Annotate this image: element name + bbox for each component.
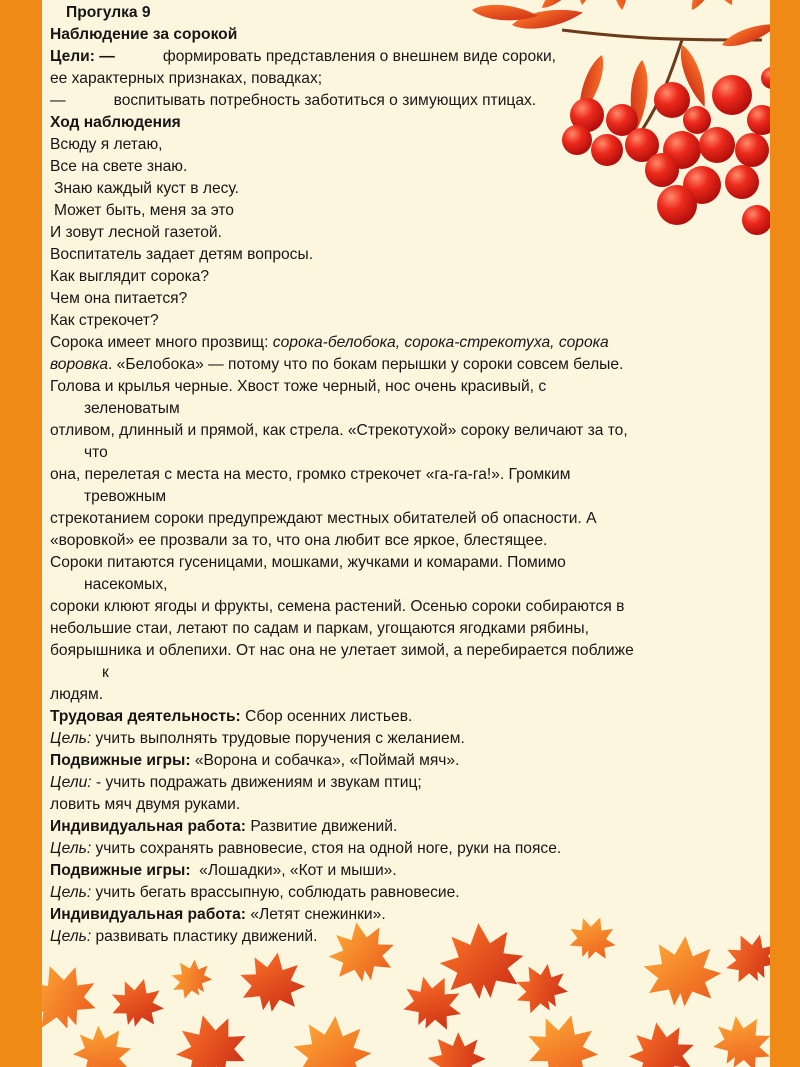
text-line: Сороки питаются гусеницами, мошками, жучками и комарами. Помимо — [50, 554, 566, 571]
walk-title: Прогулка 9 — [66, 4, 151, 21]
outdoor-games-1-goal: Цели: - учить подражать движениям и звукам птиц; — [50, 774, 422, 791]
poem-line: Всюду я летаю, — [50, 136, 163, 153]
poem-line: Может быть, меня за это — [54, 202, 234, 219]
course-heading: Ход наблюдения — [50, 114, 181, 131]
poem-line: Все на свете знаю. — [50, 158, 188, 175]
poem-line: Знаю каждый куст в лесу. — [54, 180, 239, 197]
individual-work-1: Индивидуальная работа: Развитие движений. — [50, 818, 398, 835]
text-line-continuation: тревожным — [84, 488, 167, 505]
right-orange-border — [770, 0, 800, 1067]
question: Чем она питается? — [50, 290, 188, 307]
observation-title: Наблюдение за сорокой — [50, 26, 238, 43]
text-line: стрекотанием сороки предупреждают местных обитателей об опасности. А — [50, 510, 597, 527]
goals-line-1: Цели: — формировать представления о внешнем виде сороки, — [50, 48, 557, 65]
individual-work-1-goal: Цель: учить сохранять равновесие, стоя на одной ноге, руки на поясе. — [50, 840, 562, 857]
question: Как выглядит сорока? — [50, 268, 210, 285]
nicknames-line-1: Сорока имеет много прозвищ: сорока-белобока, сорока-стрекотуха, сорока — [50, 334, 609, 351]
individual-work-2-goal: Цель: развивать пластику движений. — [50, 928, 318, 945]
outdoor-games-1-goal-2: ловить мяч двумя руками. — [50, 796, 241, 813]
text-line: небольшие стаи, летают по садам и паркам, угощаются ягодками рябины, — [50, 620, 589, 637]
document-page — [42, 0, 770, 1067]
text-line: сороки клюют ягоды и фрукты, семена растений. Осенью сороки собираются в — [50, 598, 625, 615]
goals-line-2: ее характерных признаках, повадках; — [50, 70, 323, 87]
individual-work-2: Индивидуальная работа: «Летят снежинки». — [50, 906, 386, 923]
text-line: Голова и крылья черные. Хвост тоже черный, нос очень красивый, с — [50, 378, 547, 395]
poem-line: И зовут лесной газетой. — [50, 224, 222, 241]
questions-intro: Воспитатель задает детям вопросы. — [50, 246, 314, 263]
goals-line-3: — воспитывать потребность заботиться о зимующих птицах. — [50, 92, 537, 109]
text-line: она, перелетая с места на место, громко стрекочет «га-га-га!». Громким — [50, 466, 571, 483]
document-text — [50, 2, 762, 948]
outdoor-games-1: Подвижные игры: «Ворона и собачка», «Поймай мяч». — [50, 752, 460, 769]
text-line: отливом, длинный и прямой, как стрела. «Стрекотухой» сороку величают за то, — [50, 422, 628, 439]
text-line: людям. — [50, 686, 104, 703]
text-line-continuation: к — [102, 664, 109, 681]
nicknames-line-2: воровка. «Белобока» — потому что по бокам перышки у сороки совсем белые. — [50, 356, 624, 373]
outdoor-games-2-goal: Цель: учить бегать врассыпную, соблюдать равновесие. — [50, 884, 460, 901]
text-line: «воровкой» ее прозвали за то, что она любит все яркое, блестящее. — [50, 532, 548, 549]
question: Как стрекочет? — [50, 312, 159, 329]
labor-goal: Цель: учить выполнять трудовые поручения с желанием. — [50, 730, 465, 747]
text-line-continuation: что — [84, 444, 108, 461]
labor-activity: Трудовая деятельность: Сбор осенних листьев. — [50, 708, 413, 725]
text-line-continuation: насекомых, — [84, 576, 168, 593]
outdoor-games-2: Подвижные игры: «Лошадки», «Кот и мыши». — [50, 862, 397, 879]
text-line-continuation: зеленоватым — [84, 400, 180, 417]
left-orange-border — [0, 0, 42, 1067]
text-line: боярышника и облепихи. От нас она не улетает зимой, а перебирается поближе — [50, 642, 634, 659]
